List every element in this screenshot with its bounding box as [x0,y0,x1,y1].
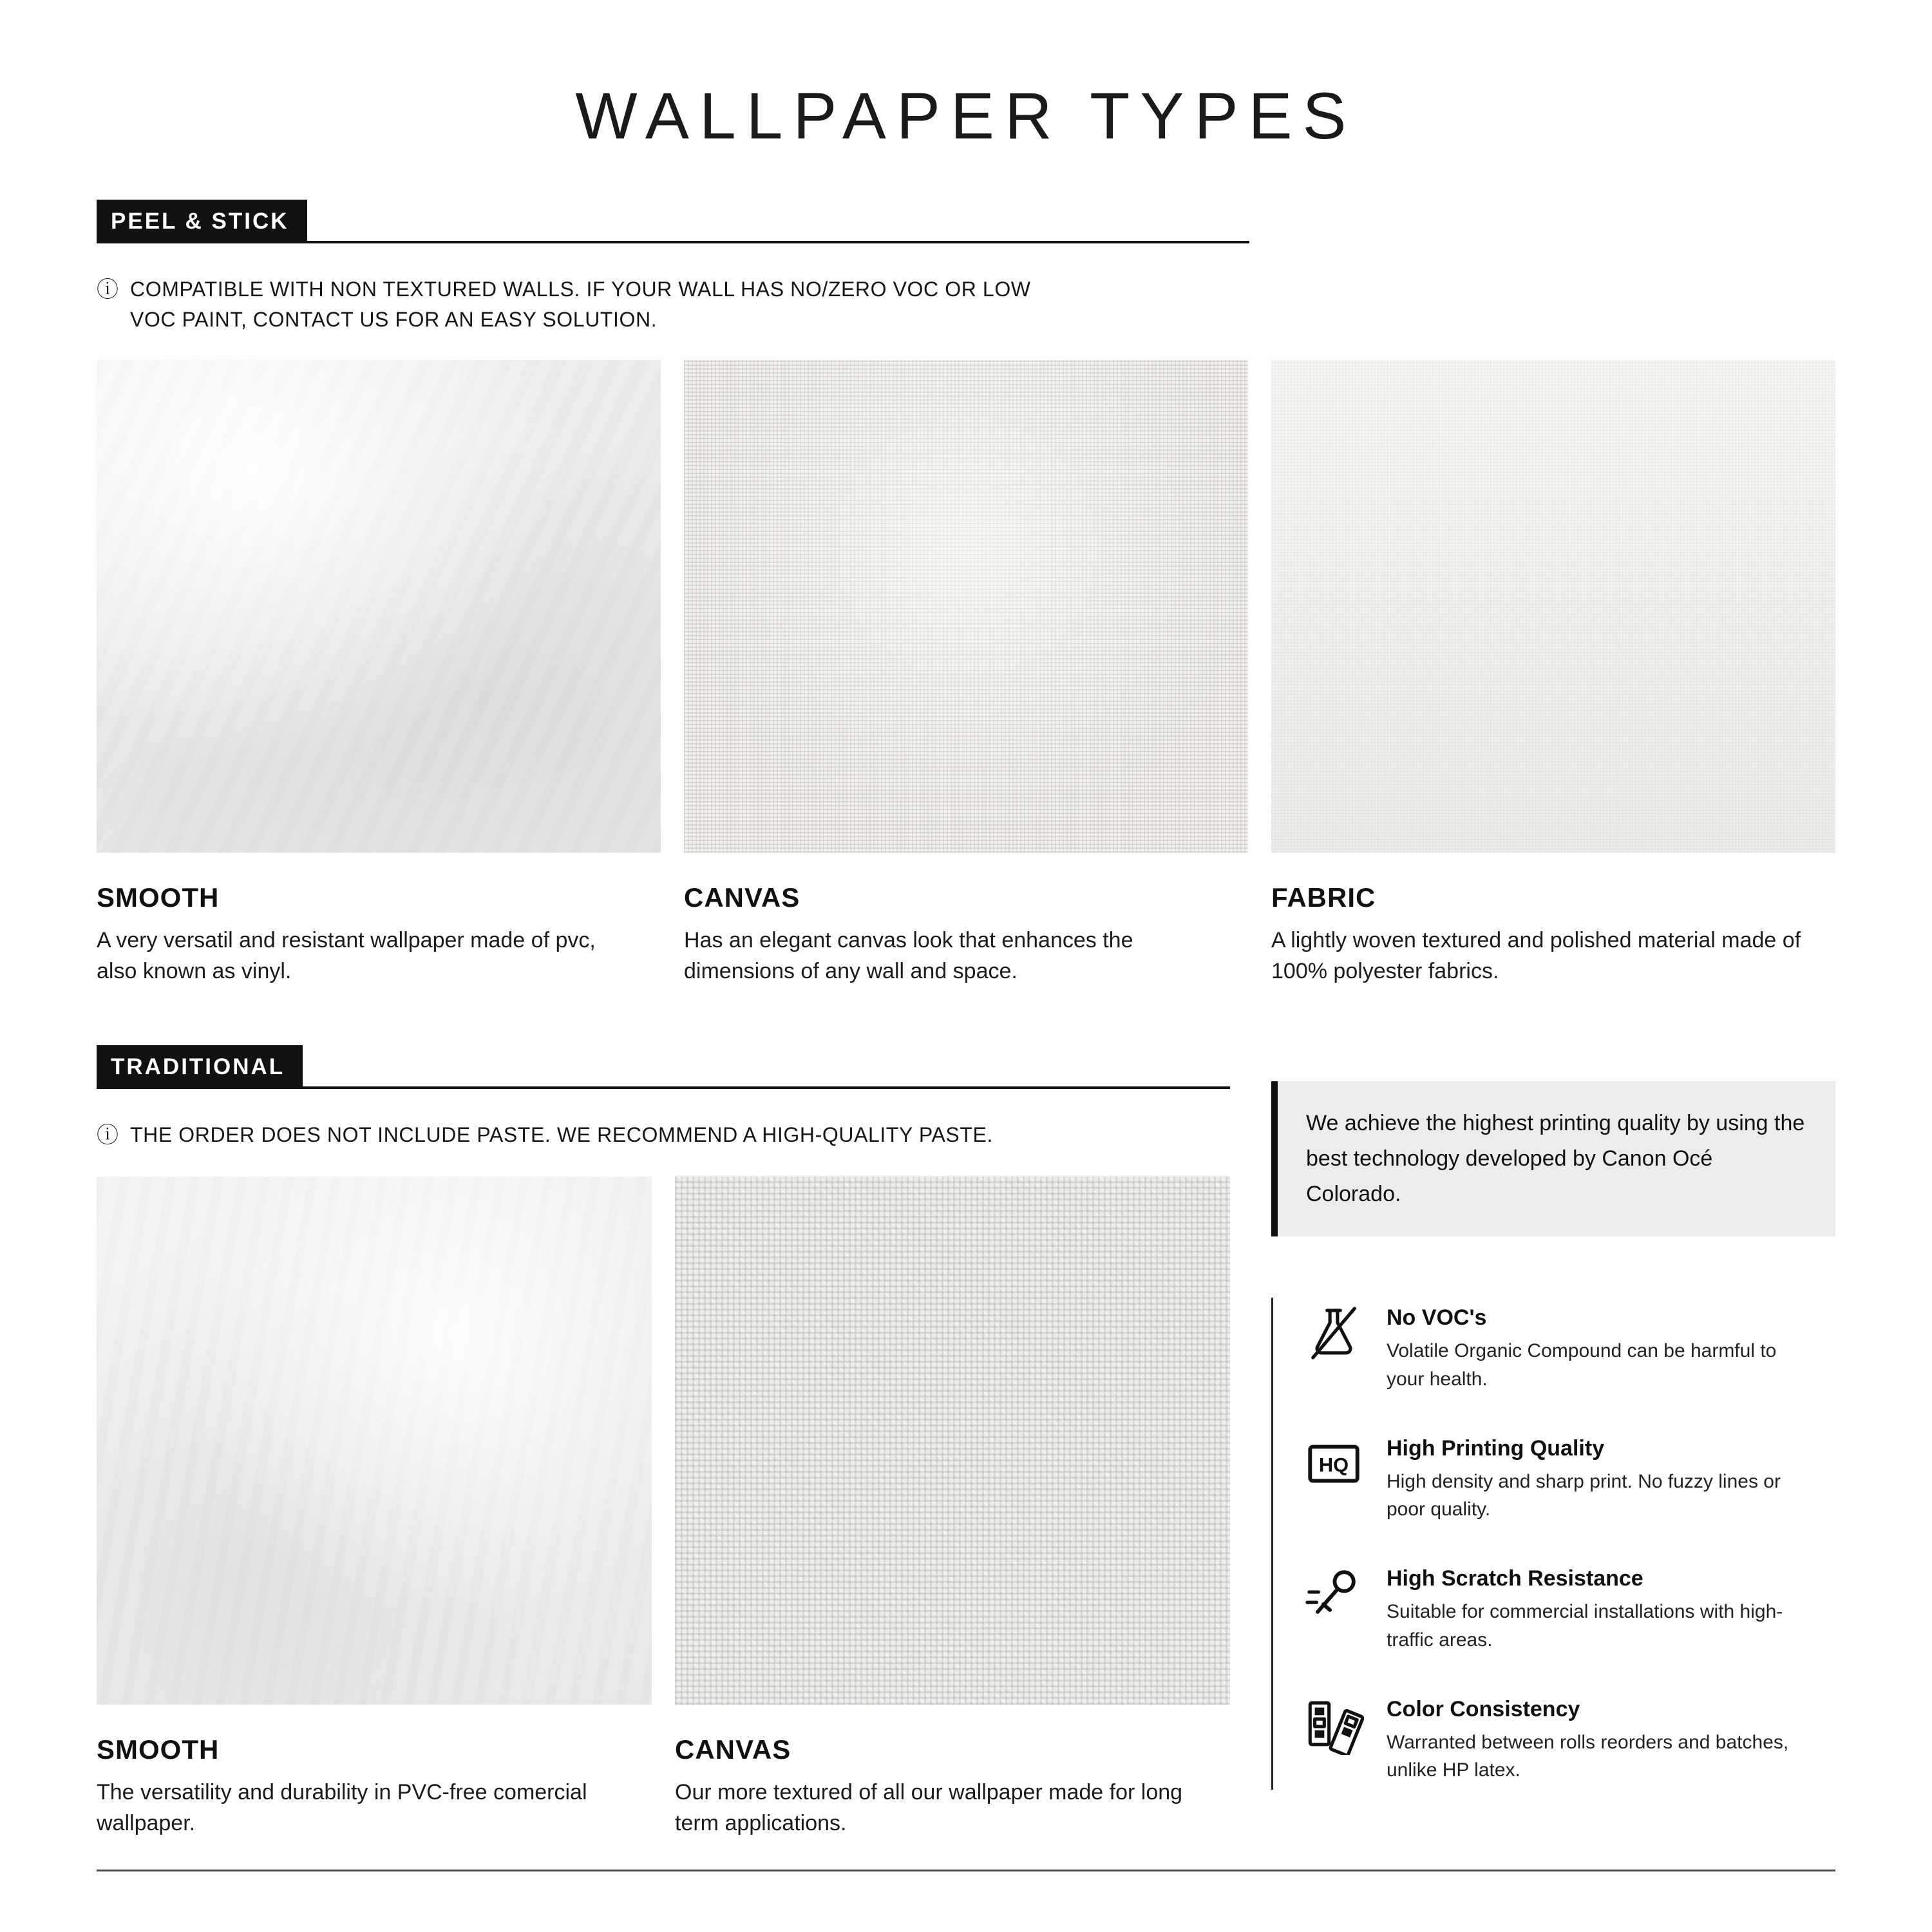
section-rule [307,241,1249,243]
section-traditional [97,1045,1230,1839]
info-icon: ⓘ [97,1122,118,1148]
swatch-caption [675,1734,1230,1839]
traditional-header [97,1045,1230,1089]
feature-text [1387,1434,1805,1524]
swatch-name: SMOOTH [97,1734,220,1765]
no-voc-icon [1303,1303,1365,1363]
feature-color-consistency [1303,1694,1835,1785]
swatch-caption [97,882,661,987]
feature-high-printing-quality [1303,1434,1835,1524]
bottom-zone [97,1045,1835,1839]
swatch-name: FABRIC [1271,882,1376,913]
hq-icon [1303,1434,1365,1494]
swatch-desc: The versatility and durability in PVC-free comercial wallpaper. [97,1779,587,1836]
canvas-texture-sample [675,1177,1230,1705]
traditional-note-text: THE ORDER DOES NOT INCLUDE PASTE. WE RECOMMEND A HIGH-QUALITY PASTE. [130,1122,993,1146]
color-consistency-icon [1303,1694,1365,1755]
swatch-desc: A lightly woven textured and polished material made of 100% polyester fabrics. [1271,928,1801,984]
feature-no-vocs [1303,1303,1835,1394]
swatch-name: CANVAS [675,1734,791,1765]
swatch-card-canvas [684,360,1248,987]
swatch-card-smooth [97,360,661,987]
scratch-resistance-icon [1303,1564,1365,1624]
info-icon: ⓘ [97,278,118,303]
quality-note-text: We achieve the highest printing quality by using the best technology developed by Canon Océ Colorado. [1306,1110,1805,1206]
swatch-caption [1271,882,1835,987]
page-title: WALLPAPER TYPES [575,79,1357,153]
smooth-texture-sample [97,1177,652,1705]
peel-stick-note [97,274,1835,334]
swatch-card-fabric [1271,360,1835,987]
peel-stick-label: PEEL & STICK [97,200,307,243]
feature-text [1387,1694,1805,1785]
swatch-card-smooth-traditional [97,1177,652,1839]
feature-title: High Scratch Resistance [1387,1566,1643,1591]
feature-title: High Printing Quality [1387,1435,1605,1461]
swatch-desc: Our more textured of all our wallpaper made for long term applications. [675,1779,1183,1836]
fabric-texture-sample [1271,360,1835,853]
features-list [1271,1298,1835,1790]
feature-high-scratch-resistance [1303,1564,1835,1654]
section-rule [303,1086,1230,1089]
peel-stick-header [97,200,1249,243]
smooth-texture-sample [97,360,661,853]
swatch-name: CANVAS [684,882,800,913]
quality-aside [1271,1045,1835,1790]
quality-note-box [1271,1081,1835,1236]
swatch-desc: Has an elegant canvas look that enhances the dimensions of any wall and space. [684,928,1133,984]
swatch-card-canvas-traditional [675,1177,1230,1839]
feature-title: Color Consistency [1387,1696,1580,1721]
peel-stick-note-text: COMPATIBLE WITH NON TEXTURED WALLS. IF YOUR WALL HAS NO/ZERO VOC OR LOW VOC PAINT, CONTACT US FOR AN EASY SOLUTION. [130,278,1031,331]
svg-text:HQ: HQ [1318,1453,1349,1476]
section-peel-stick [97,200,1835,987]
peel-stick-swatch-row [97,360,1835,987]
swatch-name: SMOOTH [97,882,220,913]
swatch-desc: A very versatil and resistant wallpaper made of pvc, also known as vinyl. [97,928,596,984]
feature-desc: Warranted between rolls reorders and batches, unlike HP latex. [1387,1731,1789,1781]
feature-desc: Suitable for commercial installations with high-traffic areas. [1387,1601,1783,1651]
swatch-caption [97,1734,652,1839]
footer-divider [97,1870,1835,1871]
feature-desc: High density and sharp print. No fuzzy lines or poor quality. [1387,1470,1781,1520]
feature-text [1387,1564,1805,1654]
feature-title: No VOC's [1387,1305,1487,1330]
traditional-swatch-row [97,1177,1230,1839]
swatch-caption [684,882,1248,987]
feature-text [1387,1303,1805,1394]
canvas-texture-sample [684,360,1248,853]
feature-desc: Volatile Organic Compound can be harmful to your health. [1387,1340,1777,1390]
traditional-note [97,1120,1230,1151]
traditional-label: TRADITIONAL [97,1045,303,1089]
